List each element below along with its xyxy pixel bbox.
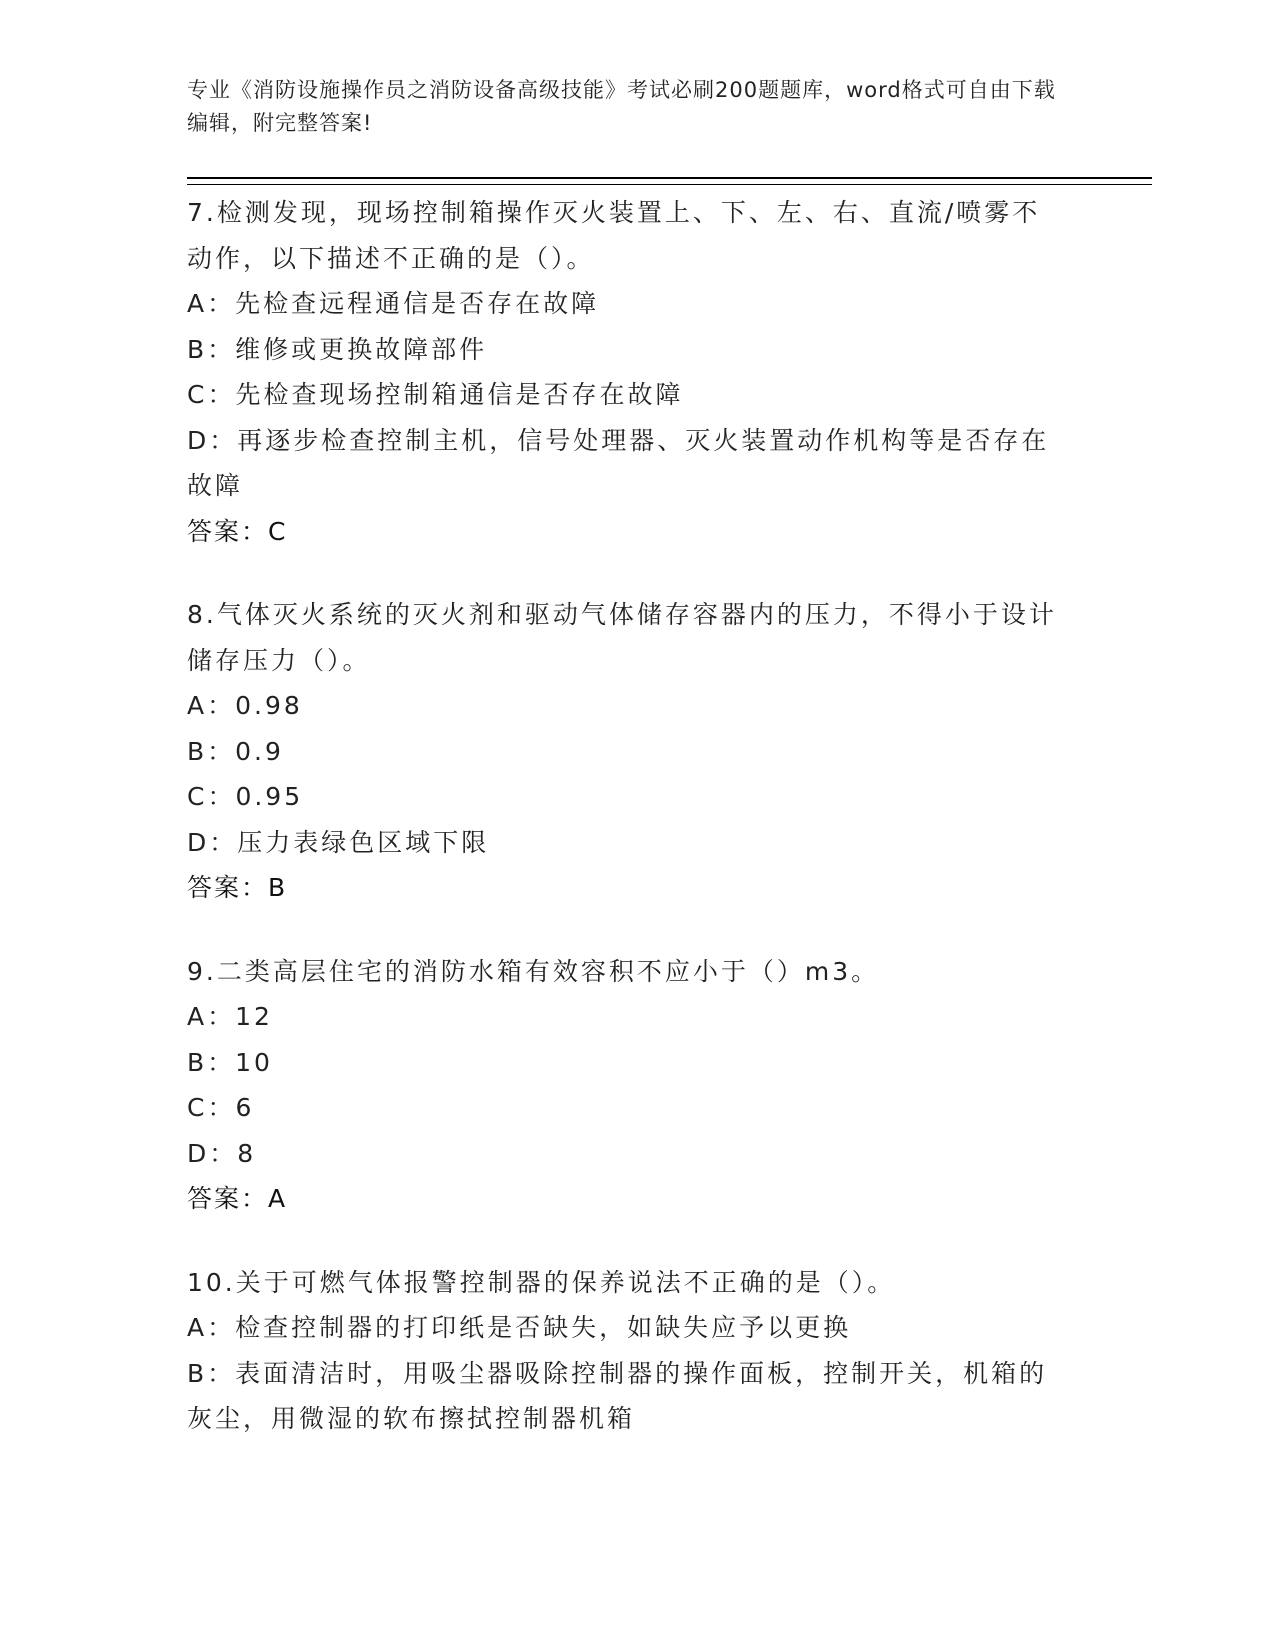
question-stem: 10.关于可燃气体报警控制器的保养说法不正确的是（）。 (187, 1267, 896, 1297)
option-d: D：8 (187, 1138, 257, 1168)
option-d: D：压力表绿色区域下限 (187, 827, 490, 857)
answer-line: 答案：A (187, 1184, 288, 1213)
option-b: B：10 (187, 1047, 273, 1077)
question-stem: 8.气体灭火系统的灭火剂和驱动气体储存容器内的压力，不得小于设计储存压力（）。 (187, 600, 1057, 675)
option-b: B：维修或更换故障部件 (187, 334, 488, 364)
question-10 (187, 1260, 1067, 1442)
option-a: A：先检查远程通信是否存在故障 (187, 289, 600, 318)
question-8 (187, 592, 1067, 911)
option-a: A：0.98 (187, 691, 303, 720)
answer-line: 答案：C (187, 516, 288, 546)
question-9 (187, 949, 1067, 1222)
option-b: B：0.9 (187, 736, 284, 766)
option-a: A：检查控制器的打印纸是否缺失，如缺失应予以更换 (187, 1313, 852, 1342)
question-stem: 7.检测发现，现场控制箱操作灭火装置上、下、左、右、直流/喷雾不动作，以下描述不正确的是（）。 (187, 198, 1041, 273)
option-c: C：6 (187, 1093, 255, 1122)
question-stem: 9.二类高层住宅的消防水箱有效容积不应小于（）m3。 (187, 956, 880, 986)
question-list (187, 190, 1067, 1480)
option-d: D：再逐步检查控制主机，信号处理器、灭火装置动作机构等是否存在故障 (187, 425, 1050, 500)
header-divider-thick (187, 177, 1152, 179)
option-c: C：0.95 (187, 782, 304, 811)
document-header: 专业《消防设施操作员之消防设备高级技能》考试必刷200题题库，word格式可自由下载编辑，附完整答案! (187, 78, 1056, 135)
option-b: B：表面清洁时，用吸尘器吸除控制器的操作面板，控制开关，机箱的灰尘，用微湿的软布擦拭控制器机箱 (187, 1358, 1048, 1433)
option-a: A：12 (187, 1002, 273, 1031)
answer-line: 答案：B (187, 873, 288, 902)
header-divider-thin (187, 184, 1152, 185)
question-7 (187, 190, 1067, 554)
option-c: C：先检查现场控制箱通信是否存在故障 (187, 380, 684, 409)
